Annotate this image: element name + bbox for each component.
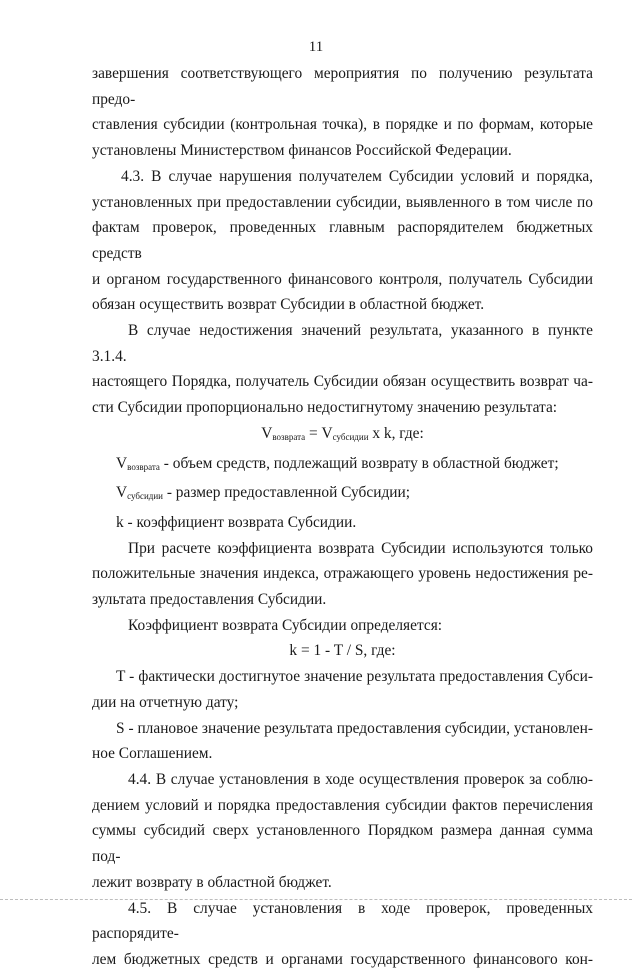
text-line: обязан осуществить возврат Субсидии в областной бюджет. [92,296,485,314]
text-line: положительные значения индекса, отражающего уровень недостижения ре- [92,565,593,583]
text-line: лежит возврату в областной бюджет. [92,873,332,891]
text-line: лем бюджетных средств и органами государственного финансового кон- [92,950,593,968]
text-line: В случае недостижения значений результата, указанного в пункте 3.1.4. [92,322,593,365]
document-body [92,61,593,973]
text-line: настоящего Порядка, получатель Субсидии обязан осуществить возврат ча- [92,373,593,391]
text-line: установленных при предоставлении субсидии, выявленного в том числе по [92,193,593,211]
page-number: 11 [308,39,324,55]
text-line: фактам проверок, проведенных главным распорядителем бюджетных средств [92,219,593,262]
text-line: и органом государственного финансового контроля, получатель Субсидии [92,270,593,288]
text-line: 4.4. В случае установления в ходе осуществления проверок за соблю- [128,770,593,788]
text-line: S - плановое значение результата предоставления субсидии, установлен- [116,719,593,737]
text-line: 4.5. В случае установления в ходе проверок, проведенных распорядите- [92,899,593,943]
text-line: T - фактически достигнутое значение результата предоставления Субси- [116,668,593,686]
definition-v-return: $V_{возврата}$ - объем средств, подлежащий возврату в областной бюджет; [116,454,559,472]
page-bottom-edge [0,899,632,900]
definition-v-subsidy: $V_{субсидии}$ - размер предоставленной Субсидии; [116,484,411,502]
return-formula: $V_{возврата} = V_{субсидии}$ x k, где: [261,424,424,442]
coefficient-intro: Коэффициент возврата Субсидии определяется: [128,616,443,634]
text-line: дением условий и порядка предоставления субсидии фактов перечисления [92,796,593,814]
text-line: зультата предоставления Субсидии. [92,591,327,609]
coefficient-formula: k = 1 - T / S, где: [289,642,396,660]
text-line: суммы субсидий сверх установленного Порядком размера данная сумма под- [92,822,593,866]
text-line: ное Соглашением. [92,745,213,763]
text-line: завершения соответствующего мероприятия по получению результата предо- [92,65,593,108]
text-line: При расчете коэффициента возврата Субсидии используются только [128,539,593,557]
text-line: 4.3. В случае нарушения получателем Субсидии условий и порядка, [121,167,593,185]
text-line: ставления субсидии (контрольная точка), в порядке и по формам, которые [92,116,593,134]
text-line: дии на отчетную дату; [92,693,239,711]
text-line: сти Субсидии пропорционально недостигнутому значению результата: [92,399,558,417]
definition-k: k - коэффициент возврата Субсидии. [116,513,357,531]
text-line: установлены Министерством финансов Российской Федерации. [92,142,512,160]
